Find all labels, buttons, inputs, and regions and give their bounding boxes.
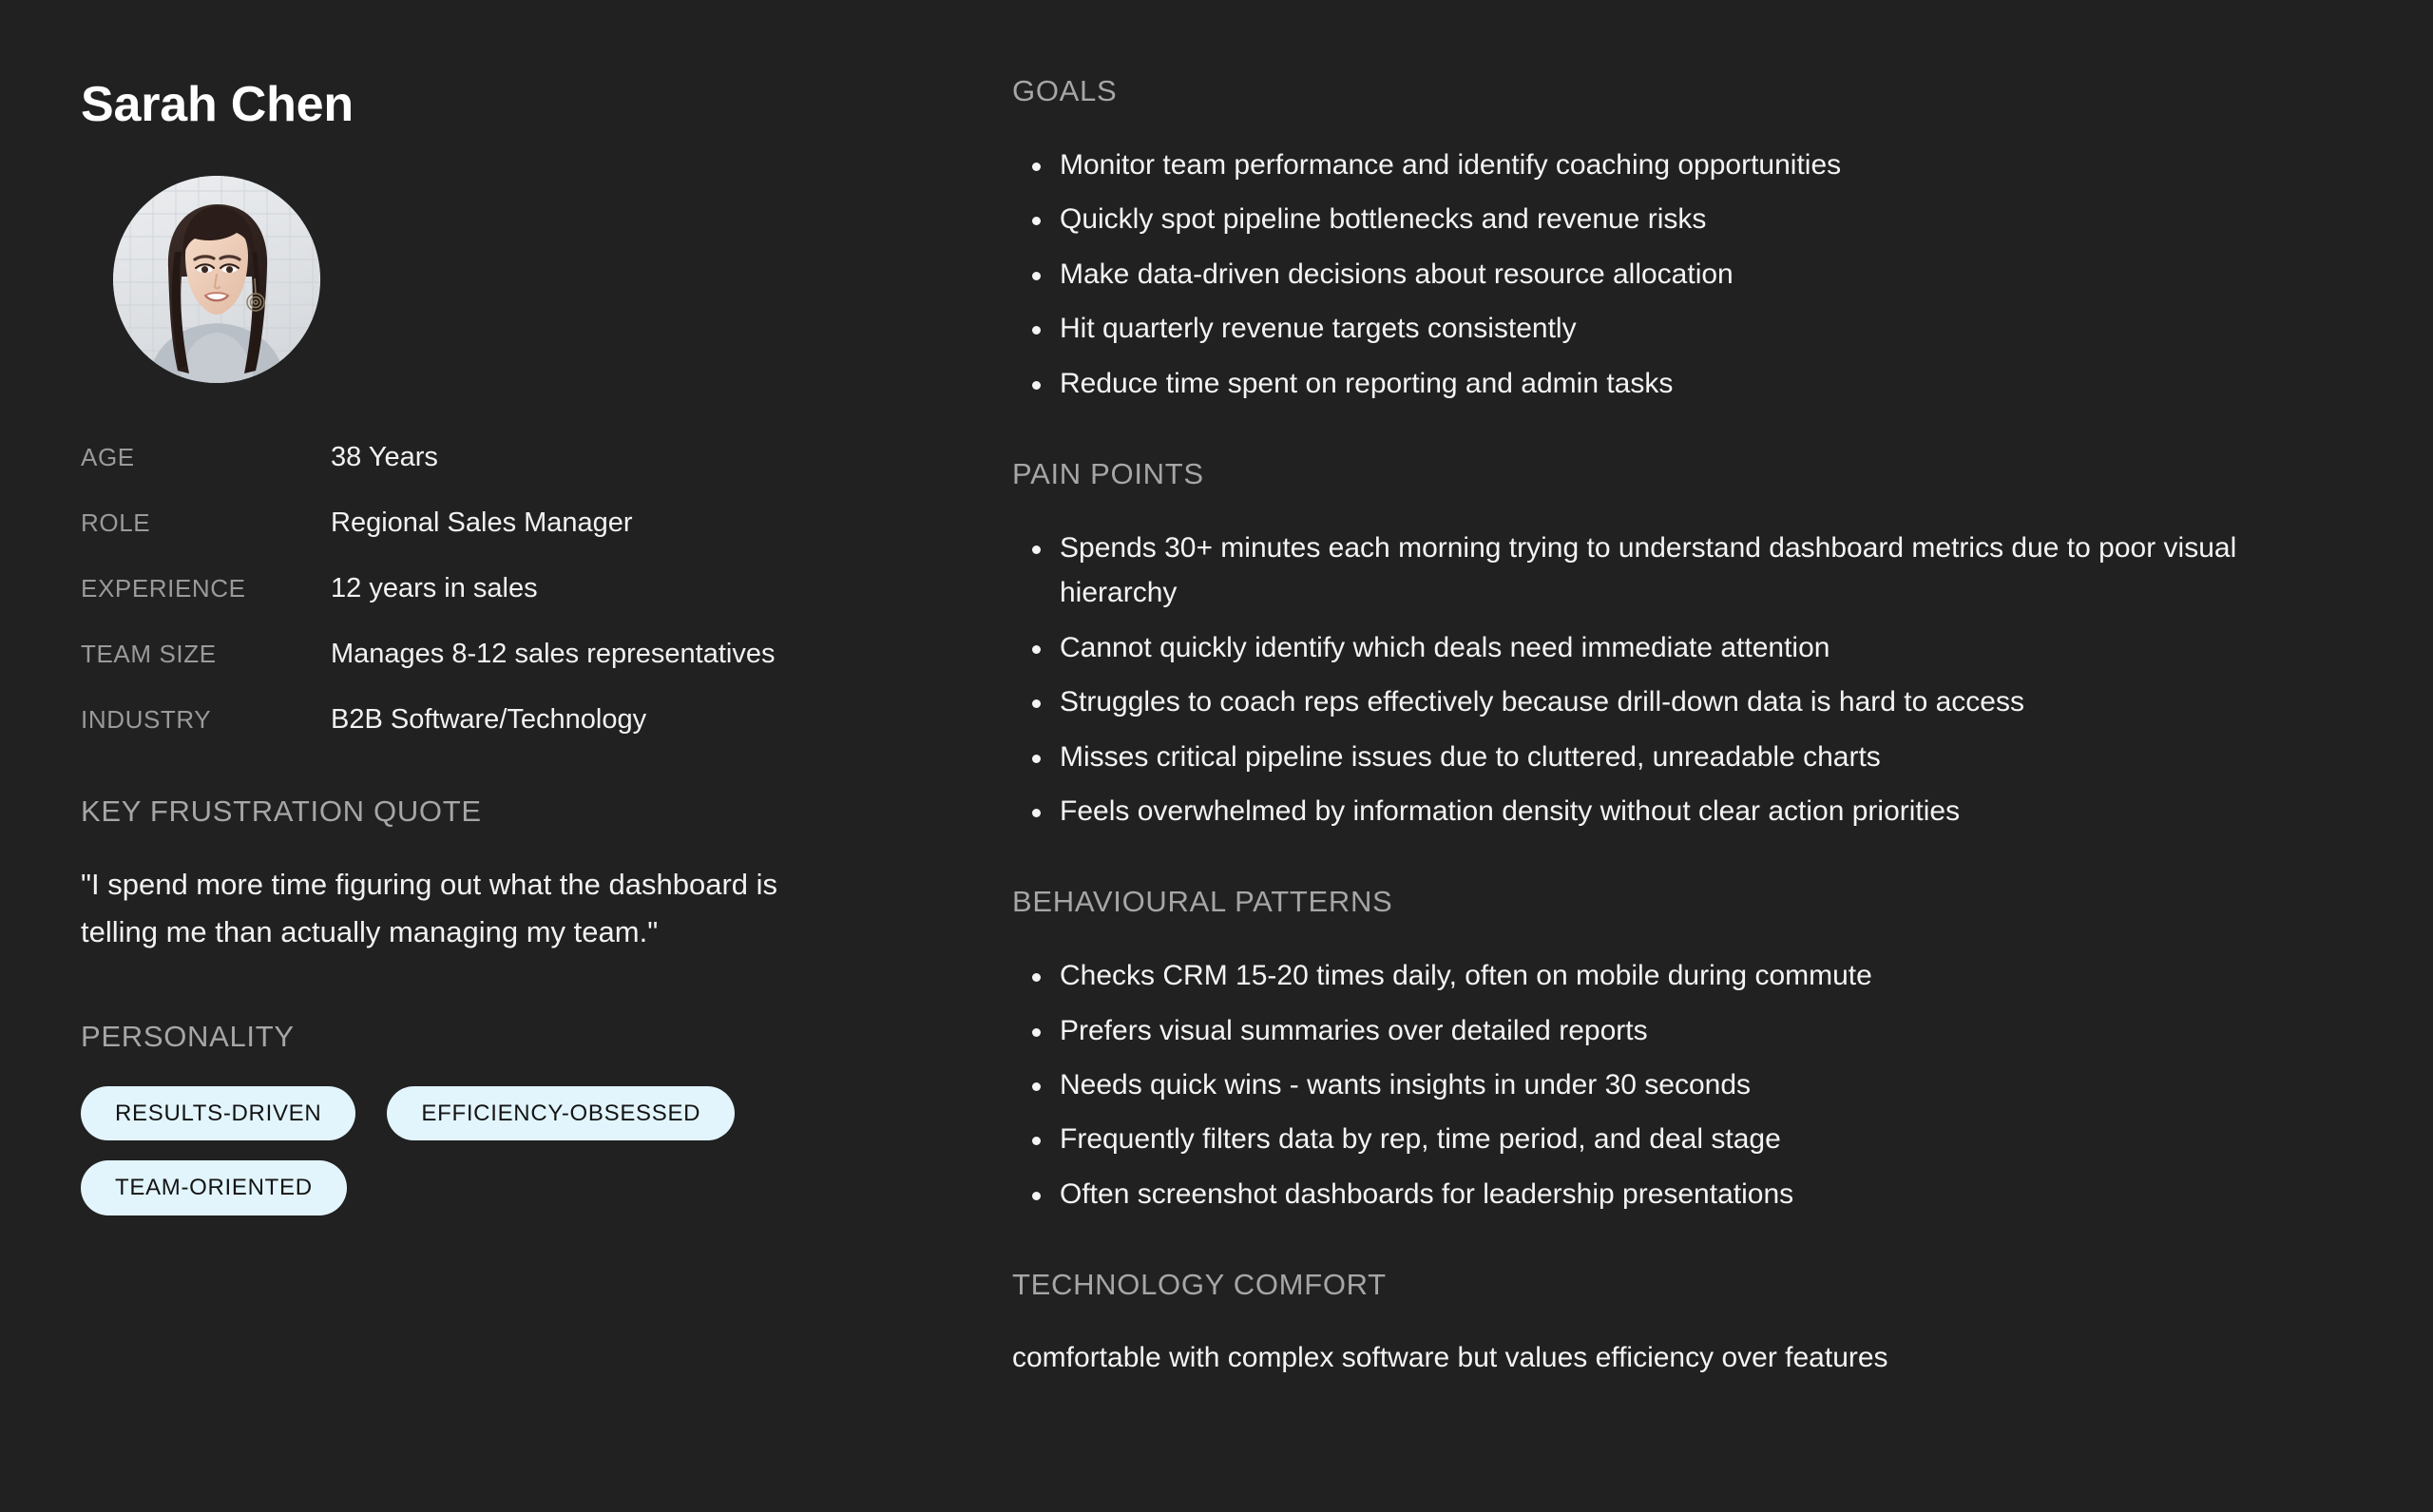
goals-section xyxy=(1012,74,2347,406)
technology-comfort-text: comfortable with complex software but values efficiency over features xyxy=(1012,1342,1888,1374)
list-item: Monitor team performance and identify coaching opportunities xyxy=(1060,143,2347,187)
list-item: Hit quarterly revenue targets consistently xyxy=(1060,306,2347,351)
list-item: Needs quick wins - wants insights in under 30 seconds xyxy=(1060,1062,2347,1107)
detail-value-team-size: Manages 8-12 sales representatives xyxy=(331,639,776,670)
behavioural-patterns-heading: BEHAVIOURAL PATTERNS xyxy=(1012,885,1393,919)
detail-label-role: ROLE xyxy=(81,508,151,538)
pain-points-heading: PAIN POINTS xyxy=(1012,456,1204,490)
persona-details-table xyxy=(81,442,893,736)
list-item: Struggles to coach reps effectively because drill-down data is hard to access xyxy=(1060,679,2347,724)
detail-value-experience: 12 years in sales xyxy=(331,573,538,604)
pain-points-list xyxy=(1012,526,2347,833)
list-item: Cannot quickly identify which deals need immediate attention xyxy=(1060,625,2347,670)
list-item: Spends 30+ minutes each morning trying to understand dashboard metrics due to poor visual hierarchy xyxy=(1060,526,2347,616)
detail-label-team-size: TEAM SIZE xyxy=(81,640,217,669)
personality-tag: TEAM-ORIENTED xyxy=(81,1160,347,1215)
list-item: Checks CRM 15-20 times daily, often on mobile during commute xyxy=(1060,953,2347,998)
table-row xyxy=(81,704,893,736)
list-item: Feels overwhelmed by information density without clear action priorities xyxy=(1060,789,2347,833)
list-item: Misses critical pipeline issues due to cluttered, unreadable charts xyxy=(1060,735,2347,779)
detail-value-role: Regional Sales Manager xyxy=(331,507,633,539)
list-item: Frequently filters data by rep, time period, and deal stage xyxy=(1060,1117,2347,1161)
key-frustration-quote-heading: KEY FRUSTRATION QUOTE xyxy=(81,794,482,829)
list-item: Make data-driven decisions about resource allocation xyxy=(1060,252,2347,297)
personality-heading: PERSONALITY xyxy=(81,1019,295,1053)
behavioural-patterns-list xyxy=(1012,953,2347,1216)
personality-tag-list xyxy=(81,1086,841,1215)
list-item: Prefers visual summaries over detailed reports xyxy=(1060,1008,2347,1053)
detail-label-experience: EXPERIENCE xyxy=(81,574,246,603)
persona-insights-column xyxy=(950,0,2433,1512)
personality-tag: EFFICIENCY-OBSESSED xyxy=(387,1086,735,1141)
user-photo-avatar-icon xyxy=(113,176,320,383)
personality-tag: RESULTS-DRIVEN xyxy=(81,1086,355,1141)
detail-value-industry: B2B Software/Technology xyxy=(331,704,647,736)
page-title: Sarah Chen xyxy=(81,77,354,132)
detail-label-industry: INDUSTRY xyxy=(81,705,212,735)
detail-value-age: 38 Years xyxy=(331,442,438,473)
goals-list xyxy=(1012,143,2347,406)
table-row xyxy=(81,507,893,539)
goals-heading: GOALS xyxy=(1012,74,1118,107)
list-item: Quickly spot pipeline bottlenecks and revenue risks xyxy=(1060,197,2347,241)
technology-comfort-heading: TECHNOLOGY COMFORT xyxy=(1012,1268,1387,1302)
key-frustration-quote-text: "I spend more time figuring out what the dashboard is telling me than actually managing my team." xyxy=(81,868,778,949)
persona-summary-column xyxy=(0,0,950,1512)
table-row xyxy=(81,573,893,604)
list-item: Often screenshot dashboards for leadership presentations xyxy=(1060,1172,2347,1216)
behavioural-patterns-section xyxy=(1012,885,2347,1216)
avatar xyxy=(113,176,320,383)
table-row xyxy=(81,639,893,670)
list-item: Reduce time spent on reporting and admin tasks xyxy=(1060,361,2347,406)
technology-comfort-section xyxy=(1012,1268,2347,1379)
table-row xyxy=(81,442,893,473)
detail-label-age: AGE xyxy=(81,443,135,472)
pain-points-section xyxy=(1012,457,2347,833)
